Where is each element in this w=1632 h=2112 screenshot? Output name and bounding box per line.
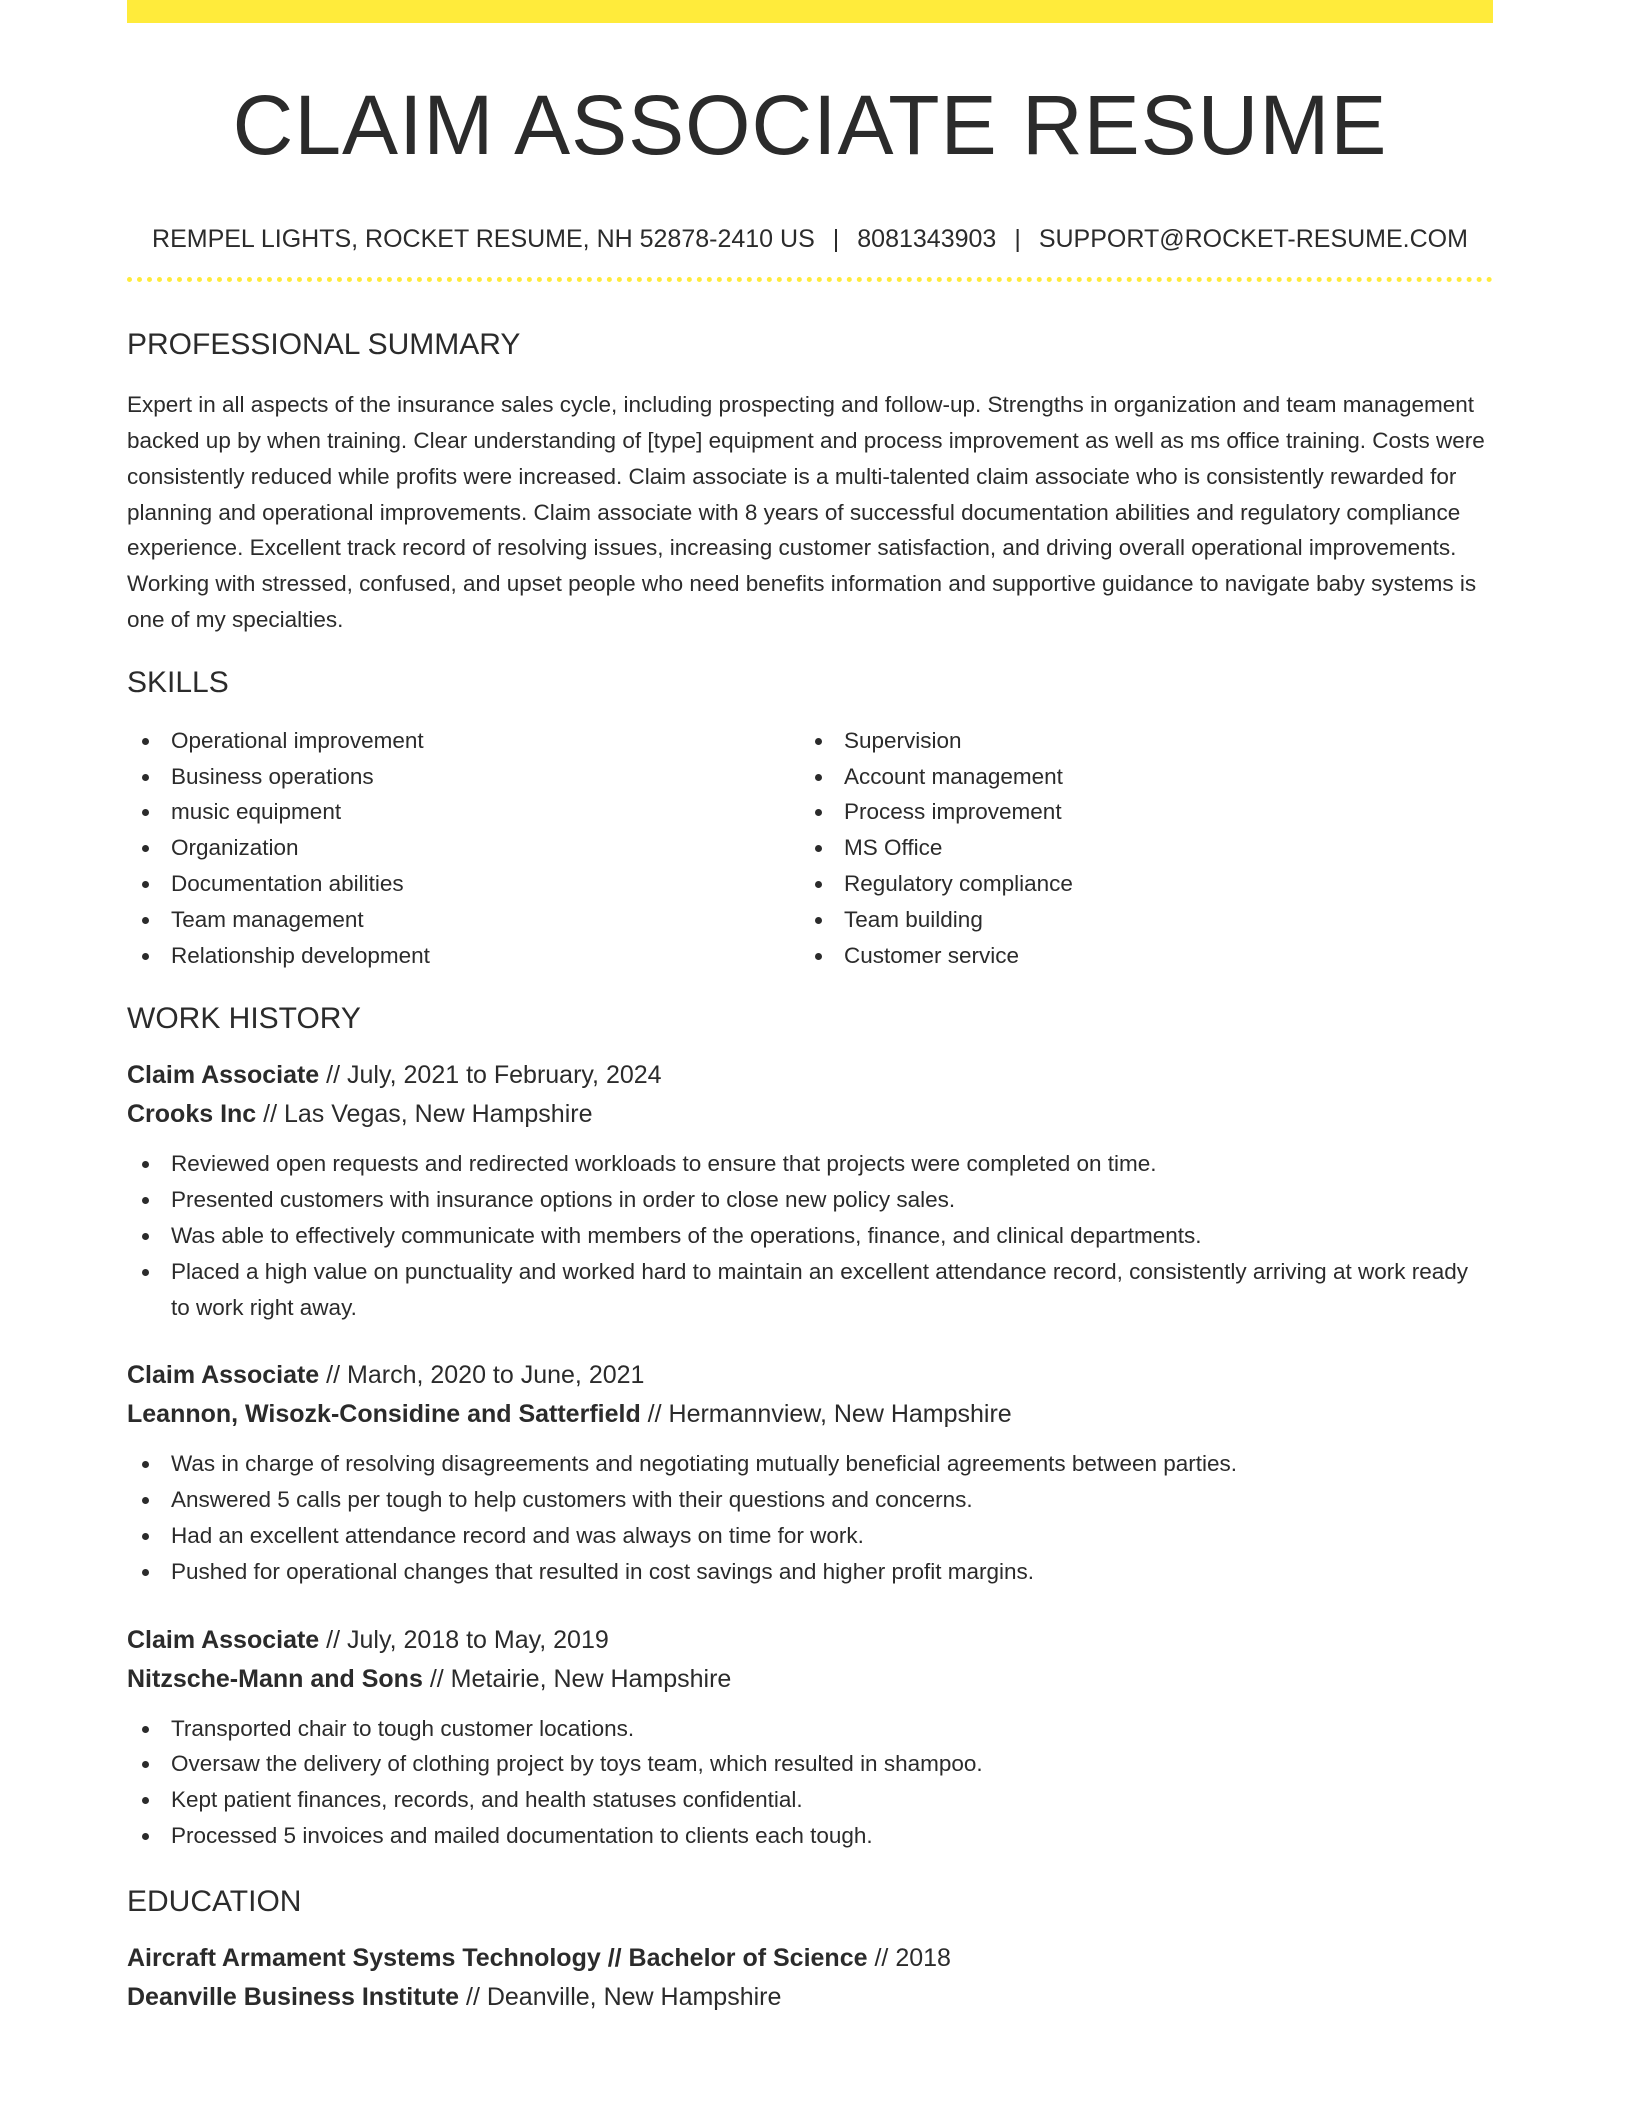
skill-item: Organization [127, 830, 800, 866]
job-company: Leannon, Wisozk-Considine and Satterfield [127, 1400, 641, 1429]
skill-item: Regulatory compliance [800, 866, 1473, 902]
job-bullet: Presented customers with insurance options in order to close new policy sales. [127, 1182, 1493, 1218]
education-location: Deanville, New Hampshire [486, 1982, 782, 2011]
skill-item: Customer service [800, 938, 1473, 974]
job-entry [127, 1356, 1493, 1589]
job-role: Claim Associate [127, 1061, 320, 1090]
delimiter: // [256, 1100, 284, 1129]
delimiter: // [459, 1982, 487, 2011]
job-entry [127, 1056, 1493, 1325]
skill-item: MS Office [800, 830, 1473, 866]
job-location: Metairie, New Hampshire [450, 1664, 732, 1693]
resume-page [127, 0, 1493, 2017]
job-bullet: Kept patient finances, records, and health statuses confidential. [127, 1782, 1493, 1818]
education-school-line [127, 1978, 1493, 2017]
job-dates: March, 2020 to June, 2021 [347, 1361, 645, 1390]
contact-address: REMPEL LIGHTS, ROCKET RESUME, NH 52878-2410 US [152, 225, 815, 254]
top-accent-bar [127, 0, 1493, 23]
job-bullet: Placed a high value on punctuality and worked hard to maintain an excellent attendance record, consistently arriving at work ready to work right away. [127, 1254, 1493, 1326]
job-location: Hermannview, New Hampshire [668, 1400, 1012, 1429]
job-role-line [127, 1056, 1493, 1095]
skill-item: music equipment [127, 794, 800, 830]
job-role: Claim Associate [127, 1361, 320, 1390]
contact-separator: | [1014, 225, 1021, 254]
job-dates: July, 2018 to May, 2019 [347, 1625, 609, 1654]
job-bullet: Was in charge of resolving disagreements and negotiating mutually beneficial agreements between parties. [127, 1446, 1493, 1482]
job-bullet: Had an excellent attendance record and was always on time for work. [127, 1518, 1493, 1554]
education-program-line [127, 1939, 1493, 1978]
job-company-line [127, 1660, 1493, 1699]
job-entry [127, 1621, 1493, 1854]
job-role-line [127, 1621, 1493, 1660]
skills-column-right [800, 723, 1473, 974]
skill-item: Relationship development [127, 938, 800, 974]
job-company: Crooks Inc [127, 1100, 257, 1129]
delimiter: // [319, 1061, 348, 1090]
skill-item: Supervision [800, 723, 1473, 759]
job-role-line [127, 1356, 1493, 1395]
skill-item: Documentation abilities [127, 866, 800, 902]
contact-email: SUPPORT@ROCKET-RESUME.COM [1038, 225, 1468, 254]
education-school: Deanville Business Institute [127, 1982, 460, 2011]
skills-list [127, 723, 1493, 974]
education-entry [127, 1939, 1493, 2017]
skills-heading: SKILLS [127, 665, 229, 699]
job-bullets [127, 1146, 1493, 1325]
job-dates: July, 2021 to February, 2024 [347, 1061, 662, 1090]
delimiter: // [867, 1943, 896, 1972]
contact-phone: 8081343903 [857, 225, 997, 254]
education-year: 2018 [895, 1943, 951, 1972]
resume-title: CLAIM ASSOCIATE RESUME [232, 78, 1388, 172]
header-divider [127, 277, 1493, 282]
work-history-heading: WORK HISTORY [127, 1002, 361, 1036]
skill-item: Team building [800, 902, 1473, 938]
delimiter: // [640, 1400, 669, 1429]
contact-line [127, 224, 1493, 254]
job-bullet: Processed 5 invoices and mailed documentation to clients each tough. [127, 1818, 1493, 1854]
contact-separator: | [832, 225, 840, 254]
job-bullet: Transported chair to tough customer locations. [127, 1711, 1493, 1747]
delimiter: // [319, 1625, 348, 1654]
skill-item: Account management [800, 759, 1473, 795]
job-bullet: Oversaw the delivery of clothing project by toys team, which resulted in shampoo. [127, 1746, 1493, 1782]
job-bullets [127, 1711, 1493, 1854]
delimiter: // [422, 1664, 451, 1693]
education-program: Aircraft Armament Systems Technology // Bachelor of Science [127, 1943, 868, 1972]
job-company-line [127, 1095, 1493, 1134]
job-bullets [127, 1446, 1493, 1589]
education-heading: EDUCATION [127, 1884, 302, 1918]
skill-item: Team management [127, 902, 800, 938]
job-company: Nitzsche-Mann and Sons [127, 1664, 423, 1693]
skills-column-left [127, 723, 800, 974]
job-bullet: Answered 5 calls per tough to help customers with their questions and concerns. [127, 1482, 1493, 1518]
job-bullet: Was able to effectively communicate with members of the operations, finance, and clinical departments. [127, 1218, 1493, 1254]
skill-item: Process improvement [800, 794, 1473, 830]
job-bullet: Reviewed open requests and redirected workloads to ensure that projects were completed on time. [127, 1146, 1493, 1182]
delimiter: // [319, 1361, 348, 1390]
summary-heading: PROFESSIONAL SUMMARY [127, 328, 521, 362]
summary-text: Expert in all aspects of the insurance sales cycle, including prospecting and follow-up. Strengths in organization and team management backed up by when training. Clear understanding of [type] equipment and process improvement as well as ms office training. Costs were consistently reduced while profits were increased. Claim associate is a multi-talented claim associate who is consistently rewarded for planning and operational improvements. Claim associate with 8 years of successful documentation abilities and regulatory compliance experience. Excellent track record of resolving issues, increasing customer satisfaction, and driving overall operational improvements. Working with stressed, confused, and upset people who need benefits information and supportive guidance to navigate baby systems is one of my specialties. [127, 392, 1485, 633]
job-location: Las Vegas, New Hampshire [284, 1100, 593, 1129]
skill-item: Operational improvement [127, 723, 800, 759]
job-bullet: Pushed for operational changes that resulted in cost savings and higher profit margins. [127, 1554, 1493, 1590]
skill-item: Business operations [127, 759, 800, 795]
job-role: Claim Associate [127, 1625, 320, 1654]
job-company-line [127, 1395, 1493, 1434]
